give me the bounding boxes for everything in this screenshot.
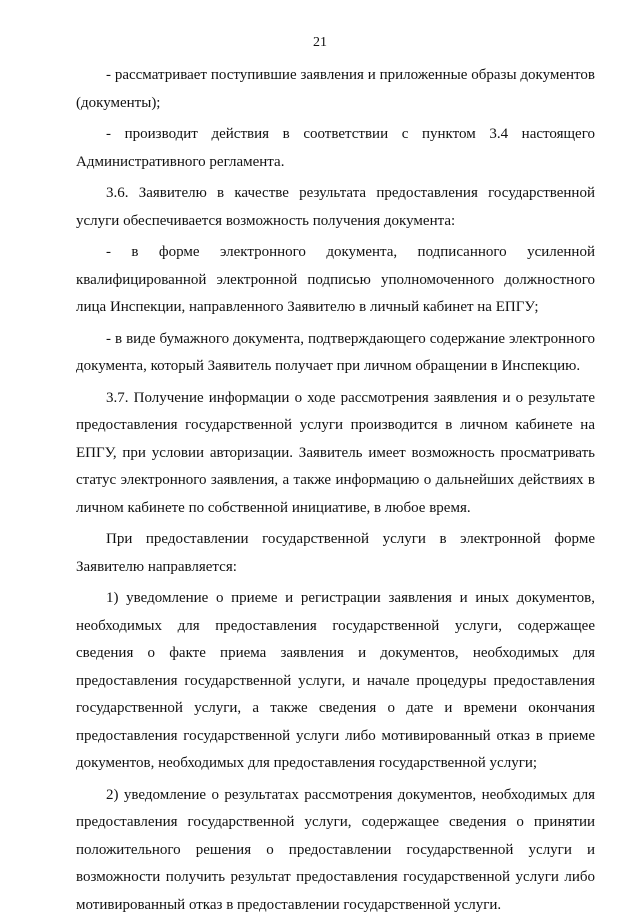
paragraph-review-applications: - рассматривает поступившие заявления и приложенные образы документов (документы); xyxy=(76,67,595,111)
paragraph-section-3-6: 3.6. Заявителю в качестве результата предоставления государственной услуги обеспечивается возможность получения документа: xyxy=(76,185,595,229)
paragraph-perform-actions: - производит действия в соответствии с пунктом 3.4 настоящего Административного регламента. xyxy=(76,126,595,170)
paragraph-electronic-document: - в форме электронного документа, подписанного усиленной квалифицированной электронной подписью уполномоченного должностного лица Инспекции, направленного Заявителю в личный кабинет на ЕПГУ; xyxy=(76,244,595,315)
paragraph-paper-document: - в виде бумажного документа, подтверждающего содержание электронного документа, который Заявитель получает при личном обращении в Инспекцию. xyxy=(76,330,595,374)
page-number: 21 xyxy=(313,35,327,50)
paragraph-electronic-form-intro: При предоставлении государственной услуги в электронной форме Заявителю направляется: xyxy=(76,531,595,575)
paragraph-notice-receipt: 1) уведомление о приеме и регистрации заявления и иных документов, необходимых для предоставления государственной услуги, содержащее сведения о факте приема заявления и документов, необходимых для предоставления государственной услуги, и начале процедуры предоставления государственной услуги, а также сведения о дате и времени окончания предоставления государственной услуги либо мотивированный отказ в приеме документов, необходимых для предоставления государственной услуги; xyxy=(76,590,595,771)
paragraph-notice-results: 2) уведомление о результатах рассмотрения документов, необходимых для предоставления государственной услуги, содержащее сведения о принятии положительного решения о предоставлении государственной услуги и возможности получить результат предоставления государственной услуги либо мотивированный отказ в предоставлении государственной услуги. xyxy=(76,786,595,913)
document-body xyxy=(76,62,595,923)
paragraph-section-3-7: 3.7. Получение информации о ходе рассмотрения заявления и о результате предоставления государственной услуги производится в личном кабинете на ЕПГУ, при условии авторизации. Заявитель имеет возможность просматривать статус электронного заявления, а также информацию о дальнейших действиях в личном кабинете по собственной инициативе, в любое время. xyxy=(76,389,595,516)
